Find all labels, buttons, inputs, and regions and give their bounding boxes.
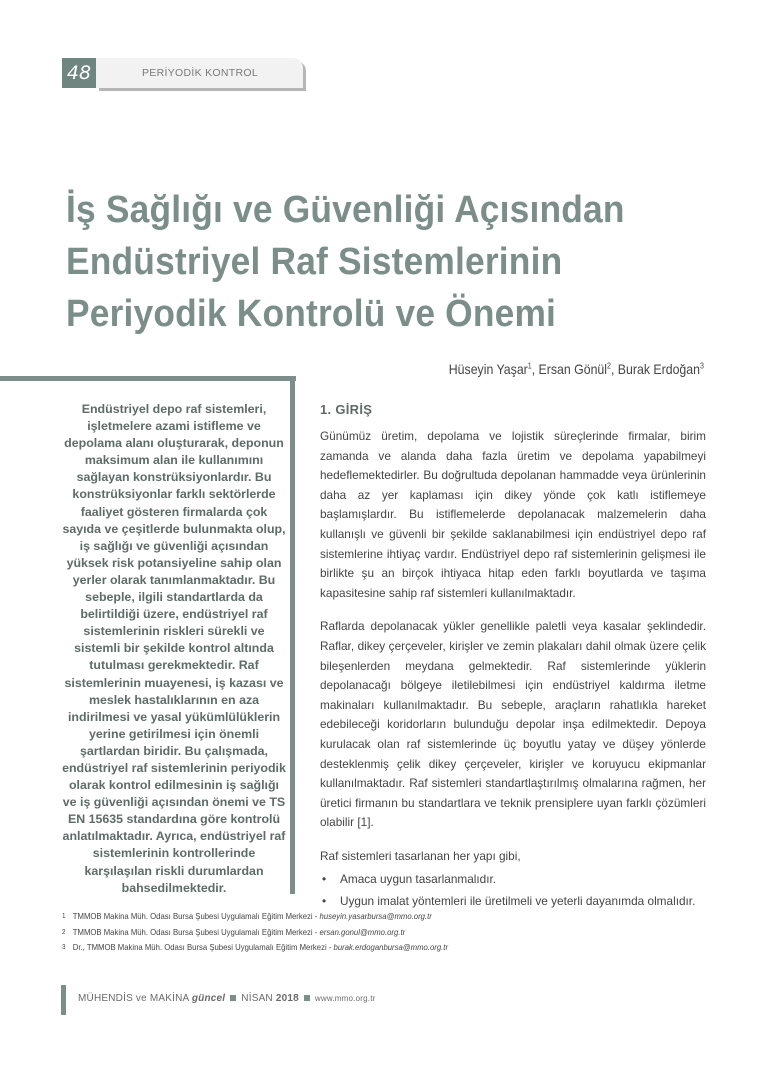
body-paragraph: Raflarda depolanacak yükler genellikle paletli veya kasalar şeklindedir. Raflar, dikey çerçeveler, kirişler ve zemin plakaları dahil olmak üzere çelik bileşenlerden meydana gelmektedir. Raf sistemlerinde yüklerin depolanacağı bölgeye iletilebilmesi için endüstriyel kaldırma iletme makinaları kullanılmaktadır. Bu sebeple, araçların rahatlıkla hareket edebileceği koridorların bulunduğu depolar inşa edilmektedir. Depoya kurulacak olan raf sistemlerinde üç boyutlu yatay ve düşey yönlerde desteklenmiş çelik dikey çerçeveler, kirişler ve koruyucu ekipmanlar kullanılmaktadır. Raf sistemleri standartlaştırılmış olmalarına rağmen, her üretici firmanın bu standartlara ve teknik prensiplere uyan farklı çözümleri olabilir [1].: [320, 619, 706, 830]
footnote-text: TMMOB Makina Müh. Odası Bursa Şubesi Uygulamalı Eğitim Merkezi -: [72, 911, 320, 921]
bullet-list: [320, 870, 706, 911]
section-heading: 1. GİRİŞ: [320, 402, 373, 417]
issue-year: 2018: [275, 993, 299, 1004]
author-list: [449, 361, 704, 377]
article-body: [320, 402, 706, 914]
footnote-email: huseyin.yasarbursa@mmo.org.tr: [319, 911, 432, 921]
article-title: [66, 184, 661, 340]
magazine-name-part: MAKİNA: [149, 993, 189, 1004]
section-label-bar: [96, 58, 303, 88]
author-name: Burak Erdoğan: [617, 361, 701, 377]
footnote-text: TMMOB Makina Müh. Odası Bursa Şubesi Uygulamalı Eğitim Merkezi -: [72, 926, 320, 937]
author-affiliation-mark: 2: [607, 361, 612, 371]
square-bullet-icon: [230, 995, 236, 1001]
horizontal-divider: [0, 376, 296, 381]
author-name: Ersan Gönül: [538, 361, 608, 377]
footer-accent-bar: [61, 985, 66, 1015]
footnote: [62, 940, 638, 956]
bullet-item: • Uygun imalat yöntemleri ile üretilmeli ve yeterli dayanımda olmalıdır.: [320, 892, 706, 912]
website-url: www.mmo.org.tr: [314, 994, 376, 1003]
body-paragraph: Raf sistemleri tasarlanan her yapı gibi,: [320, 848, 521, 863]
author-affiliation-mark: 3: [700, 361, 704, 371]
author-affiliation-mark: 1: [527, 361, 532, 371]
magazine-name-suffix: güncel: [191, 993, 226, 1004]
title-line: Endüstriyel Raf Sistemlerinin: [66, 241, 563, 283]
footnote: [62, 925, 638, 941]
footnotes: [62, 909, 702, 956]
footnote-email: ersan.gonul@mmo.org.tr: [319, 926, 406, 937]
footnote-email: burak.erdoganbursa@mmo.org.tr: [333, 942, 449, 952]
author-name: Hüseyin Yaşar: [448, 361, 528, 377]
magazine-name-connector: ve: [135, 993, 147, 1004]
vertical-divider: [290, 376, 295, 894]
footnote-number: 3: [62, 944, 66, 951]
page-footer: [78, 993, 375, 1004]
page-number: 48: [62, 58, 96, 88]
footnote: [62, 909, 638, 925]
author-separator: ,: [611, 361, 618, 377]
section-label: PERİYODİK KONTROL: [142, 67, 258, 79]
footnote-text: Dr., TMMOB Makina Müh. Odası Bursa Şubesi Uygulamalı Eğitim Merkezi -: [72, 942, 334, 952]
footnote-number: 2: [62, 928, 66, 936]
title-line: İş Sağlığı ve Güvenliği Açısından: [66, 189, 625, 231]
page-header-tab: [62, 58, 307, 88]
abstract: Endüstriyel depo raf sistemleri, işletmelere azami istifleme ve depolama alanı oluşturarak, deponun maksimum alan ile kullanımını sağlayan konstrüksiyonlardır. Bu konstrüksiyonlar farklı sektörlerde faaliyet gösteren firmalarda çok sayıda ve çeşitlerde bulunmakta olup, iş sağlığı ve güvenliği açısından yüksek risk potansiyeline sahip olan yerler olarak tanımlanmaktadır. Bu sebeple, ilgili standartlarda da belirtildiği üzere, endüstriyel raf sistemlerinin riskleri sürekli ve sistemli bir şekilde kontrol altında tutulması gerekmektedir. Raf sistemlerinin muayenesi, iş kazası ve meslek hastalıklarının en aza indirilmesi ve yasal yükümlülüklerin yerine getirilmesi için önemli şartlardan biridir. Bu çalışmada, endüstriyel raf sistemlerinin periyodik olarak kontrol edilmesinin iş sağlığı ve iş güvenliği açısından önemi ve TS EN 15635 standardına göre kontrolü anlatılmaktadır. Ayrıca, endüstriyel raf sistemlerinin kontrollerinde karşılaşılan riskli durumlardan bahsedilmektedir.: [62, 402, 286, 895]
body-paragraph: Günümüz üretim, depolama ve lojistik süreçlerinde firmalar, birim zamanda ve alanda daha fazla üretim ve depolama yapabilmeyi hedeflemektedirler. Bu doğrultuda depolanan hammadde veya ürünlerinin daha az yer kaplaması için dikey yönde çok katlı istiflemeye başlamışlardır. Bu istiflemelerde depolanacak malzemelerin daha kullanışlı ve güvenli bir şekilde saklanabilmesi için endüstriyel depo raf sistemlerine ihtiyaç vardır. Endüstriyel depo raf sistemlerinin gelişmesi ile birlikte şu an birçok ihtiyaca hitap eden farklı boyutlarda ve taşıma kapasitesine sahip raf sistemleri kullanılmaktadır.: [320, 429, 706, 600]
bullet-item: • Amaca uygun tasarlanmalıdır.: [320, 870, 706, 890]
author-separator: ,: [531, 361, 539, 377]
magazine-name-part: MÜHENDİS: [78, 993, 133, 1004]
title-line: Periyodik Kontrolü ve Önemi: [66, 293, 557, 335]
square-bullet-icon: [304, 995, 310, 1001]
issue-month: NİSAN: [241, 993, 273, 1004]
footnote-number: 1: [62, 913, 66, 920]
